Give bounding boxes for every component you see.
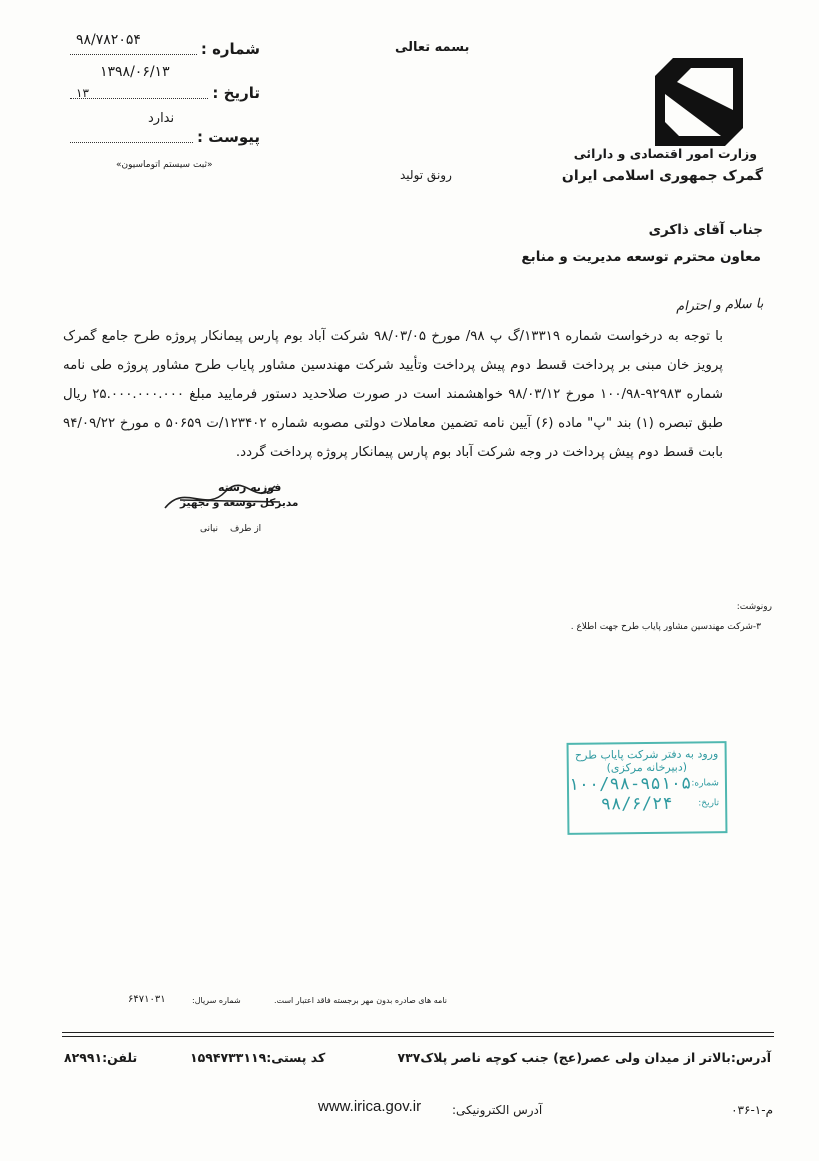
website-link[interactable]: www.irica.gov.ir: [318, 1098, 422, 1115]
received-stamp: [567, 741, 728, 835]
cc-note-top: رونق تولید: [400, 168, 452, 182]
form-code: م-۱-۰۳۶: [731, 1103, 773, 1117]
stamp-title: ورود به دفتر شرکت پایاب طرح: [574, 747, 719, 762]
attachment-field: [70, 128, 260, 146]
stamp-subtitle: (دبیرخانه مرکزی): [606, 760, 688, 775]
on-behalf-label: از طرف: [230, 524, 262, 534]
attachment-value: ندارد: [148, 111, 175, 126]
organization-name: گمرک جمهوری اسلامی ایران: [561, 168, 763, 184]
stamp-number-label: شماره:: [691, 778, 720, 789]
date-field: [70, 84, 260, 102]
recipient-title: معاون محترم توسعه مدیریت و منابع: [521, 249, 761, 265]
ministry-name: وزارت امور اقتصادی و دارائی: [573, 146, 757, 161]
serial-label: شماره سریال:: [192, 996, 241, 1005]
number-field: [70, 32, 260, 58]
signer-name: نیانی: [200, 524, 218, 534]
serial-value: ۶۴۷۱۰۳۱: [128, 994, 166, 1005]
attachment-label: پیوست :: [196, 128, 260, 146]
date-value: ۱۳۹۸/۰۶/۱۳: [100, 64, 170, 80]
signature-name: فوزیه رسته: [218, 481, 282, 494]
letter-body: با توجه به درخواست شماره ۱۳۳۱۹/گ پ ۹۸/ مورخ ۹۸/۰۳/۰۵ شرکت آباد بوم پارس پیمانکار پروژه طرح جامع گمرک پرویز خان مبنی بر پرداخت قسط دوم پیش پرداخت وتأیید شرکت مهندسین مشاور پایاب طرح مشاور پروژه طی نامه شماره ۹۲۹۸۳-۱۰۰/۹۸ مورخ ۹۸/۰۳/۱۲ خواهشمند است در صورت صلاحدید دستور فرمایید مبلغ ۲۵.۰۰۰.۰۰۰.۰۰۰ ریال طبق تبصره (۱) بند "پ" ماده (۶) آیین نامه تضمین معاملات دولتی مصوبه شماره ۱۲۳۴۰۲/ت ۵۰۶۵۹ ه مورخ ۹۴/۰۹/۲۲ بابت قسط دوم پیش پرداخت در وجه شرکت آباد بوم پارس پیمانکار پروژه پرداخت گردد.: [63, 329, 724, 460]
copies-item: ۳-شرکت مهندسین مشاور پایاب طرح جهت اطلاع .: [570, 622, 761, 632]
footer-divider-bottom: [62, 1036, 774, 1037]
footer-divider-top: [62, 1032, 774, 1033]
recipient-name: جناب آقای ذاکری: [648, 222, 763, 238]
footer-address: آدرس:بالاتر از میدان ولی عصر(عج) جنب کوچه ناصر پلاک۷۳۷: [397, 1050, 771, 1065]
date-extra: ۱۳: [76, 86, 89, 100]
footer-postal: کد پستی:۱۵۹۴۷۳۳۱۱۹: [190, 1050, 326, 1065]
basmala: بسمه تعالی: [395, 40, 470, 55]
email-label: آدرس الکترونیکی:: [452, 1103, 543, 1117]
signature-title: مدیرکل توسعه و تجهیز: [180, 497, 299, 509]
stamp-date-label: تاریخ:: [698, 798, 720, 809]
greeting: با سلام و احترام: [675, 296, 764, 315]
stamp-date: ۹۸/۶/۲۴: [600, 793, 673, 815]
date-label: تاریخ :: [212, 84, 260, 102]
automation-note: «ثبت سیستم اتوماسیون»: [116, 160, 213, 170]
validity-note: نامه های صادره بدون مهر برجسته فاقد اعتبار است.: [273, 996, 447, 1005]
customs-logo-icon: [655, 58, 743, 146]
number-value: ۹۸/۷۸۲۰۵۴: [76, 32, 141, 48]
number-label: شماره :: [200, 40, 260, 58]
footer-phone: تلفن:۸۲۹۹۱: [64, 1050, 138, 1065]
handwritten-signature: [160, 478, 300, 518]
stamp-number: ۱۰۰/۹۸-۹۵۱۰۵: [568, 773, 692, 795]
copies-label: رونوشت:: [736, 602, 772, 612]
